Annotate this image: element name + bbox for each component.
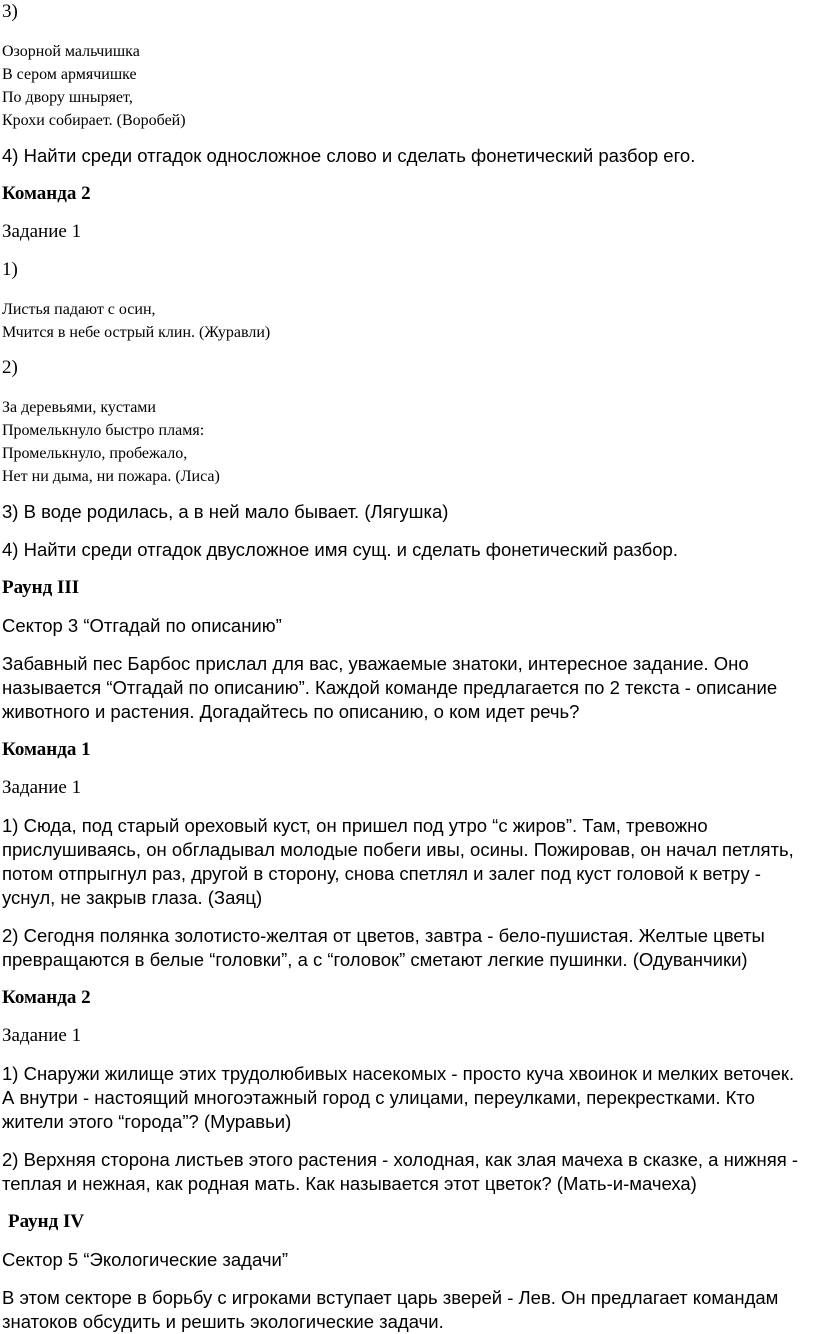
riddle-sparrow	[2, 40, 810, 132]
task-1-label: Задание 1	[2, 777, 82, 798]
team-2-heading: Команда 2	[2, 183, 91, 204]
poem-line: Нет ни дыма, ни пожара. (Лиса)	[2, 468, 220, 485]
riddle-frog: 3) В воде родилась, а в ней мало бывает. (Лягушка)	[2, 501, 449, 522]
description-coltsfoot: 2) Верхняя сторона листьев этого растения - холодная, как злая мачеха в сказке, а нижняя - теплая и нежная, как родная мать. Как называется этот цветок? (Мать-и-мачеха)	[2, 1149, 799, 1194]
task-monosyllable: 4) Найти среди отгадок односложное слово и сделать фонетический разбор его.	[2, 145, 696, 166]
poem-line: Озорной мальчишка	[2, 43, 140, 60]
poem-line: Крохи собирает. (Воробей)	[2, 112, 186, 129]
task-1-label: Задание 1	[2, 221, 82, 242]
item-number-2: 2)	[2, 357, 18, 378]
poem-line: По двору шныряет,	[2, 89, 133, 106]
round-4-heading: Раунд IV	[8, 1211, 85, 1232]
sector-5-title: Сектор 5 “Экологические задачи”	[2, 1249, 288, 1270]
item-number-3: 3)	[2, 1, 18, 22]
poem-line: Листья падают с осин,	[2, 301, 156, 318]
task-1-label: Задание 1	[2, 1025, 82, 1046]
poem-line: Мчится в небе острый клин. (Журавли)	[2, 324, 271, 341]
riddle-cranes	[2, 298, 810, 344]
description-dandelions: 2) Сегодня полянка золотисто-желтая от цветов, завтра - бело-пушистая. Желтые цветы превращаются в белые “головки”, а с “головок” сметают легкие пушинки. (Одуванчики)	[2, 925, 765, 970]
poem-line: За деревьями, кустами	[2, 399, 156, 416]
sector-3-title: Сектор 3 “Отгадай по описанию”	[2, 615, 282, 636]
description-ants: 1) Снаружи жилище этих трудолюбивых насекомых - просто куча хвоинок и мелких веточек. А внутри - настоящий многоэтажный город с улицами, переулками, перекрестками. Кто жители этого “города”? (Муравьи)	[2, 1063, 795, 1132]
sector-3-intro: Забавный пес Барбос прислал для вас, уважаемые знатоки, интересное задание. Оно называется “Отгадай по описанию”. Каждой команде предлагается по 2 текста - описание животного и растения. Догадайтесь по описанию, о ком идет речь?	[2, 653, 778, 722]
riddle-fox	[2, 396, 810, 488]
poem-line: Промелькнуло, пробежало,	[2, 445, 188, 462]
item-number-1: 1)	[2, 259, 18, 280]
team-1-heading: Команда 1	[2, 739, 91, 760]
poem-line: В сером армячишке	[2, 66, 137, 83]
poem-line: Промелькнуло быстро пламя:	[2, 422, 205, 439]
task-disyllable: 4) Найти среди отгадок двусложное имя сущ. и сделать фонетический разбор.	[2, 539, 678, 560]
sector-5-intro: В этом секторе в борьбу с игроками вступает царь зверей - Лев. Он предлагает командам знатоков обсудить и решить экологические задачи.	[2, 1287, 779, 1332]
round-3-heading: Раунд III	[2, 577, 80, 598]
team-2-heading: Команда 2	[2, 987, 91, 1008]
description-hare: 1) Сюда, под старый ореховый куст, он пришел под утро “с жиров”. Там, тревожно прислушиваясь, он обгладывал молодые побеги ивы, осины. Пожировав, он начал петлять, потом отпрыгнул раз, другой в сторону, снова спетлял и залег под куст головой к ветру - уснул, не закрыв глаза. (Заяц)	[2, 815, 794, 908]
